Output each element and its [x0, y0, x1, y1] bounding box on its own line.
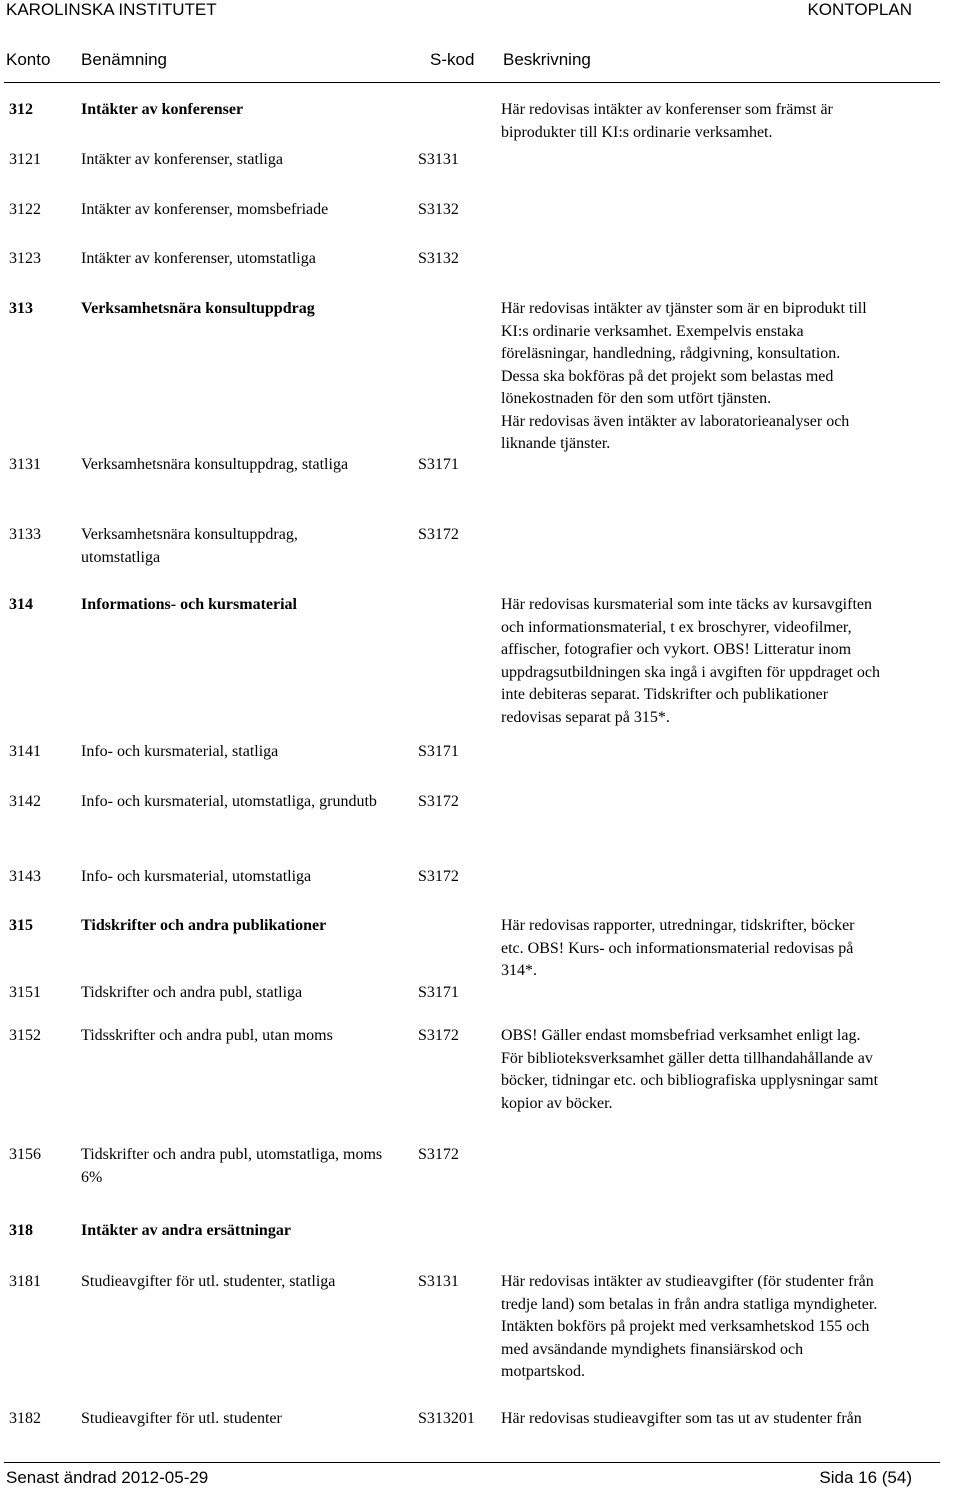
- account-code: 314: [9, 596, 33, 613]
- account-skod: S3131: [418, 151, 459, 168]
- description-315: Här redovisas rapporter, utredningar, tidskrifter, böcker etc. OBS! Kurs- och informationsmaterial redovisas på 314*.: [501, 917, 855, 979]
- account-name: Intäkter av konferenser, momsbefriade: [81, 201, 329, 218]
- description-3152: OBS! Gäller endast momsbefriad verksamhet enligt lag. För biblioteksverksamhet gäller detta tillhandahållande av böcker, tidningar etc. och bibliografiska upplysningar samt kopior av böcker.: [501, 1027, 879, 1112]
- account-code: 3181: [9, 1273, 41, 1290]
- description-3182: Här redovisas studieavgifter som tas ut av studenter från: [501, 1410, 862, 1427]
- account-name: Tidskrifter och andra publikationer: [81, 917, 327, 934]
- account-code: 3133: [9, 526, 41, 543]
- account-code: 318: [9, 1222, 33, 1239]
- account-name: Intäkter av konferenser: [81, 101, 244, 118]
- account-code: 3123: [9, 250, 41, 267]
- account-code: 313: [9, 300, 33, 317]
- account-skod: S3172: [418, 1027, 459, 1044]
- account-code: 3182: [9, 1410, 41, 1427]
- account-code: 3121: [9, 151, 41, 168]
- account-name: Info- och kursmaterial, utomstatliga: [81, 868, 312, 885]
- document-title: KONTOPLAN: [807, 0, 912, 19]
- header-rule: [4, 82, 940, 83]
- account-name: Intäkter av konferenser, statliga: [81, 151, 283, 168]
- column-header-konto: Konto: [6, 50, 51, 69]
- column-header-beskrivning: Beskrivning: [503, 50, 591, 69]
- account-skod: S3171: [418, 743, 459, 760]
- account-skod: S3132: [418, 201, 459, 218]
- account-code: 3156: [9, 1146, 41, 1163]
- account-name: Intäkter av andra ersättningar: [81, 1222, 291, 1239]
- account-name: Intäkter av konferenser, utomstatliga: [81, 250, 316, 267]
- account-skod: S3172: [418, 868, 459, 885]
- account-code: 3151: [9, 984, 41, 1001]
- description-313: Här redovisas intäkter av tjänster som är en biprodukt till KI:s ordinarie verksamhet. Exempelvis enstaka föreläsningar, handledning, rådgivning, konsultation. Dessa ska bokföras på det projekt som belastas med lönekostnaden för den som utfört tjänsten. Här redovisas även intäkter av laboratorieanalyser och liknande tjänster.: [501, 300, 867, 452]
- account-code: 3143: [9, 868, 41, 885]
- page-number: Sida 16 (54): [819, 1468, 912, 1487]
- last-changed: Senast ändrad 2012-05-29: [6, 1468, 209, 1487]
- account-name: Verksamhetsnära konsultuppdrag: [81, 300, 315, 317]
- account-code: 315: [9, 917, 33, 934]
- account-name: Tidskrifter och andra publ, utomstatliga, moms 6%: [81, 1146, 383, 1186]
- footer-rule: [4, 1462, 940, 1463]
- account-name: Informations- och kursmaterial: [81, 596, 297, 613]
- account-name: Verksamhetsnära konsultuppdrag, utomstatliga: [81, 526, 298, 566]
- account-code: 3122: [9, 201, 41, 218]
- column-header-skod: S-kod: [430, 50, 475, 69]
- account-code: 3141: [9, 743, 41, 760]
- description-312: Här redovisas intäkter av konferenser som främst är biprodukter till KI:s ordinarie verksamhet.: [501, 101, 833, 141]
- account-skod: S3171: [418, 984, 459, 1001]
- column-header-benamning: Benämning: [81, 50, 168, 69]
- account-skod: S3171: [418, 456, 459, 473]
- account-skod: S313201: [418, 1410, 475, 1427]
- account-code: 3152: [9, 1027, 41, 1044]
- account-name: Studieavgifter för utl. studenter: [81, 1410, 282, 1427]
- page-header: [6, 0, 912, 22]
- account-skod: S3172: [418, 793, 459, 810]
- description-314: Här redovisas kursmaterial som inte täcks av kursavgiften och informationsmaterial, t ex broschyrer, videofilmer, affischer, fotografier och vykort. OBS! Litteratur inom uppdragsutbildningen ska ingå i avgiften för uppdraget och inte debiteras separat. Tidskrifter och publikationer redovisas separat på 315*.: [501, 596, 881, 726]
- account-name: Verksamhetsnära konsultuppdrag, statliga: [81, 456, 349, 473]
- account-name: Studieavgifter för utl. studenter, statliga: [81, 1273, 336, 1290]
- account-skod: S3131: [418, 1273, 459, 1290]
- account-skod: S3172: [418, 1146, 459, 1163]
- organization-name: KAROLINSKA INSTITUTET: [6, 0, 217, 19]
- account-code: 312: [9, 101, 33, 118]
- account-skod: S3172: [418, 526, 459, 543]
- description-3181: Här redovisas intäkter av studieavgifter (för studenter från tredje land) som betalas in från andra statliga myndigheter. Intäkten bokförs på projekt med verksamhetskod 155 och med avsändande myndighets finansiärskod och motpartskod.: [501, 1273, 878, 1380]
- account-name: Tidskrifter och andra publ, statliga: [81, 984, 303, 1001]
- account-name: Info- och kursmaterial, statliga: [81, 743, 279, 760]
- account-name: Tidsskrifter och andra publ, utan moms: [81, 1027, 333, 1044]
- account-skod: S3132: [418, 250, 459, 267]
- account-name: Info- och kursmaterial, utomstatliga, grundutb: [81, 793, 377, 810]
- account-code: 3142: [9, 793, 41, 810]
- account-code: 3131: [9, 456, 41, 473]
